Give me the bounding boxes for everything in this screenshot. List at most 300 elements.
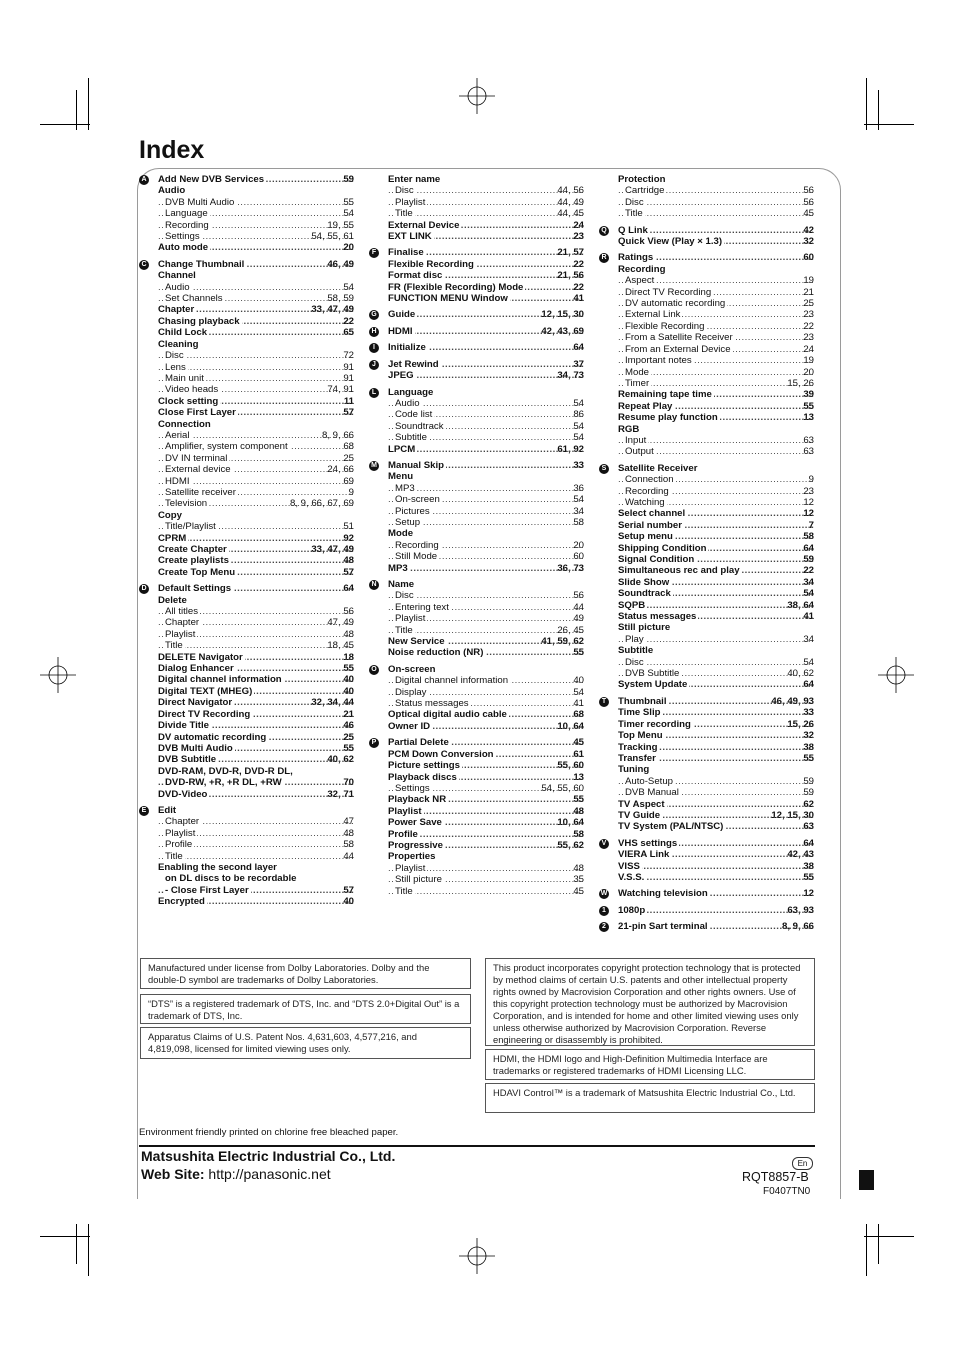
index-pages: 20 — [343, 242, 354, 254]
index-entry — [618, 543, 814, 554]
index-entry — [158, 384, 354, 395]
index-term: VHS settings — [618, 837, 678, 849]
index-entry — [388, 326, 584, 337]
index-term: Edit — [158, 804, 177, 816]
index-term: DV automatic recording — [158, 731, 267, 743]
index-entry — [618, 799, 814, 810]
index-column-2 — [371, 174, 584, 897]
index-pages: 35 — [573, 874, 584, 886]
index-entry — [158, 606, 354, 617]
index-entry — [618, 309, 814, 320]
index-entry — [388, 342, 584, 353]
index-entry — [388, 886, 584, 897]
index-pages: 22 — [343, 315, 354, 327]
index-section — [371, 737, 584, 897]
index-pages: 20 — [803, 366, 814, 378]
index-entry — [618, 332, 814, 343]
index-section — [600, 888, 814, 900]
index-entry — [618, 435, 814, 446]
index-pages: 57 — [343, 566, 354, 578]
index-term: Setup menu — [618, 531, 673, 543]
registration-mark-icon — [40, 657, 76, 693]
index-pages: 15, 26 — [787, 377, 814, 389]
index-pages: 48 — [343, 555, 354, 567]
index-entry — [618, 520, 814, 531]
index-term: Connection — [158, 418, 211, 430]
index-entry — [158, 754, 354, 765]
index-pages: 46, 49 — [327, 258, 354, 270]
index-entry — [388, 540, 584, 551]
index-pages: 25 — [343, 452, 354, 464]
index-term: Finalise — [388, 247, 424, 259]
index-entry — [158, 789, 354, 800]
index-pages: 68 — [343, 441, 354, 453]
index-term: PCM Down Conversion — [388, 748, 494, 760]
index-entry — [158, 316, 354, 327]
index-pages: 18, 45 — [327, 640, 354, 652]
index-pages: 32 — [803, 236, 814, 248]
index-section — [601, 462, 814, 691]
index-pages: 64 — [803, 542, 814, 554]
index-entry — [158, 805, 354, 816]
index-entry — [618, 252, 814, 263]
index-term: DV automatic recording — [625, 298, 726, 310]
index-pages: 55 — [803, 871, 814, 883]
index-entry — [158, 231, 354, 242]
section-letter-badge: O — [369, 665, 379, 675]
index-term: Guide — [388, 309, 416, 321]
index-entry — [618, 185, 814, 196]
section-letter-badge: G — [369, 310, 379, 320]
index-term: Playlist — [165, 628, 196, 640]
index-term: Disc — [625, 656, 644, 668]
index-pages: 92 — [343, 532, 354, 544]
index-term: On-screen — [388, 663, 436, 675]
index-term: Delete — [158, 594, 187, 606]
index-pages: 54, 55, 61 — [311, 231, 354, 243]
index-entry — [618, 679, 814, 690]
index-term: Enter name — [388, 174, 441, 185]
index-term: External Link — [625, 309, 681, 321]
index-term: Recording — [625, 485, 669, 497]
index-pages: 56 — [343, 606, 354, 618]
index-term: From a Satellite Receiver — [625, 332, 733, 344]
index-pages: 56 — [573, 590, 584, 602]
index-term: Signal Condition — [618, 554, 695, 565]
index-pages: 57 — [343, 884, 354, 896]
index-pages: 42, 43, 69 — [541, 325, 584, 337]
index-term: on DL discs to be recordable — [165, 873, 297, 885]
section-letter-badge: F — [369, 248, 379, 258]
index-term: Title — [165, 850, 183, 862]
index-entry — [158, 732, 354, 743]
index-entry — [618, 849, 814, 860]
section-letter-badge: C — [139, 260, 149, 270]
index-entry — [618, 497, 814, 508]
index-term: New Service — [388, 636, 445, 648]
index-section — [373, 342, 584, 354]
index-term: Playlist — [165, 827, 196, 839]
index-pages: 61, 92 — [557, 443, 584, 455]
index-entry — [388, 471, 584, 482]
section-letter-badge: 1 — [599, 906, 609, 916]
index-term: Transfer — [618, 752, 656, 764]
index-pages: 26, 45 — [557, 624, 584, 636]
index-pages: 42 — [803, 224, 814, 236]
index-entry — [388, 270, 584, 281]
index-term: Channel — [158, 270, 196, 282]
index-pages: 68 — [573, 709, 584, 721]
index-entry — [158, 441, 354, 452]
index-pages: 40 — [343, 685, 354, 697]
index-pages: 8, 9, 66 — [781, 921, 814, 933]
index-entry — [618, 921, 814, 932]
index-entry — [388, 259, 584, 270]
index-pages: 56 — [803, 185, 814, 197]
index-term: V.S.S. — [618, 871, 645, 883]
index-entry — [388, 208, 584, 219]
index-pages: 19 — [803, 355, 814, 367]
index-term: Recording — [395, 539, 439, 551]
index-entry — [388, 185, 584, 196]
index-pages: 62 — [803, 798, 814, 810]
index-pages: 33 — [573, 459, 584, 471]
index-pages: 34 — [573, 505, 584, 517]
index-term: Playback discs — [388, 771, 457, 783]
index-entry — [388, 675, 584, 686]
index-term: Cartridge — [625, 185, 665, 197]
section-letter-badge: M — [369, 461, 379, 471]
index-term: VISS — [618, 860, 640, 872]
page-title: Index — [139, 136, 205, 164]
index-pages: 44, 45 — [557, 208, 584, 220]
index-pages: 56 — [803, 196, 814, 208]
index-term: DVB Subtitle — [158, 754, 217, 766]
index-column-1 — [141, 174, 354, 908]
index-entry — [618, 424, 814, 435]
index-term: On-screen — [395, 494, 440, 506]
index-entry — [158, 259, 354, 270]
index-entry — [388, 664, 584, 675]
index-entry — [618, 905, 814, 916]
index-term: Clock setting — [158, 395, 219, 407]
index-entry — [618, 611, 814, 622]
section-letter-badge: 2 — [599, 922, 609, 932]
index-section — [602, 904, 814, 916]
index-entry — [158, 510, 354, 521]
index-term: DVB Manual — [625, 787, 679, 799]
index-entry — [618, 657, 814, 668]
index-term: Add New DVB Services — [158, 174, 265, 185]
index-term: Entering text — [395, 601, 449, 613]
index-column-3 — [600, 174, 814, 933]
index-term: Set Channels — [165, 293, 223, 305]
index-pages: 54 — [573, 420, 584, 432]
index-term: - Close First Layer — [165, 884, 249, 896]
index-term: Title — [395, 208, 413, 220]
index-pages: 44, 49 — [557, 196, 584, 208]
index-term: Create Chapter — [158, 544, 227, 555]
registration-mark-icon — [459, 1238, 495, 1274]
index-entry — [158, 663, 354, 674]
index-entry — [618, 707, 814, 718]
index-entry — [158, 208, 354, 219]
crop-mark — [88, 78, 89, 130]
index-entry — [388, 444, 584, 455]
section-letter-badge: S — [599, 464, 609, 474]
section-letter-badge: A — [139, 175, 149, 185]
index-term: Soundtrack — [618, 588, 671, 600]
index-term: From an External Device — [625, 343, 731, 355]
index-term: Slide Show — [618, 576, 670, 588]
index-pages: 19 — [803, 275, 814, 287]
index-entry — [158, 220, 354, 231]
index-entry — [388, 432, 584, 443]
index-entry — [618, 888, 814, 899]
index-term: Thumbnail — [618, 695, 667, 707]
index-pages: 33 — [803, 707, 814, 719]
index-term: Remaining tape time — [618, 389, 712, 401]
index-entry — [158, 242, 354, 253]
index-term: Disc — [625, 196, 644, 208]
index-entry — [388, 293, 584, 304]
index-entry — [388, 309, 584, 320]
index-term: Status messages — [618, 611, 697, 623]
index-pages: 38, 64 — [787, 599, 814, 611]
index-term: Tracking — [618, 741, 658, 753]
index-term: SQPB — [618, 599, 646, 611]
index-term: Menu — [388, 471, 414, 483]
index-term: Important notes — [625, 355, 692, 367]
website-url[interactable]: http://panasonic.net — [208, 1166, 331, 1182]
index-pages: 46, 49, 93 — [771, 695, 814, 707]
index-entry — [388, 772, 584, 783]
index-entry — [618, 401, 814, 412]
section-letter-badge: T — [599, 697, 609, 707]
index-entry — [388, 282, 584, 293]
index-pages: 47, 49 — [327, 617, 354, 629]
index-pages: 54 — [803, 588, 814, 600]
index-pages: 55 — [343, 663, 354, 675]
index-pages: 86 — [573, 409, 584, 421]
index-entry — [618, 264, 814, 275]
index-entry — [618, 776, 814, 787]
index-term: Audio — [395, 397, 420, 409]
print-code: F0407TN0 — [763, 1186, 811, 1197]
index-section — [141, 583, 354, 800]
index-term: Shipping Condition — [618, 542, 707, 554]
index-term: DVB Multi Audio — [158, 742, 233, 754]
index-pages: 12 — [803, 496, 814, 508]
index-pages: 18 — [343, 651, 354, 663]
index-entry — [388, 863, 584, 874]
index-pages: 58 — [803, 531, 814, 543]
index-entry — [388, 421, 584, 432]
index-term: Noise reduction (NR) — [388, 647, 484, 659]
index-pages: 21, 56 — [557, 270, 584, 282]
index-pages: 57 — [343, 407, 354, 419]
notice-dts: “DTS” is a registered trademark of DTS, Inc. and “DTS 2.0+Digital Out” is a trademark of DTS, Inc. — [140, 994, 471, 1024]
index-term: Playback NR — [388, 794, 447, 806]
index-term: Status messages — [395, 698, 469, 710]
crop-mark — [866, 1224, 867, 1276]
index-pages: 64 — [343, 583, 354, 595]
index-term: TV Aspect — [618, 798, 665, 810]
index-entry — [158, 362, 354, 373]
index-pages: 13 — [803, 412, 814, 424]
index-term: System Update — [618, 679, 688, 691]
index-term: Play — [625, 633, 644, 645]
page-tab-marker — [859, 1170, 874, 1190]
index-term: Digital TEXT (MHEG) — [158, 685, 253, 697]
index-term: 21-pin Sart terminal — [618, 921, 708, 933]
index-entry — [388, 602, 584, 613]
index-entry — [618, 531, 814, 542]
index-term: HDMI — [165, 475, 190, 487]
index-term: Digital channel information — [158, 674, 282, 686]
index-pages: 48 — [343, 827, 354, 839]
index-term: Title — [625, 208, 643, 220]
index-pages: 54 — [573, 432, 584, 444]
index-entry — [388, 709, 584, 720]
index-term: Television — [165, 498, 208, 510]
index-entry — [158, 533, 354, 544]
section-letter-badge: I — [369, 343, 379, 353]
index-pages: 63 — [803, 821, 814, 833]
notice-hdavi: HDAVI Control™ is a trademark of Matsushita Electric Industrial Co., Ltd. — [485, 1083, 815, 1113]
index-term: Output — [625, 446, 654, 458]
index-section — [371, 325, 584, 337]
index-section — [371, 459, 584, 574]
index-entry — [388, 551, 584, 562]
index-pages: 41 — [803, 611, 814, 623]
index-entry — [388, 409, 584, 420]
index-term: Still picture — [618, 622, 671, 634]
section-letter-badge: L — [369, 388, 379, 398]
index-pages: 34 — [803, 633, 814, 645]
index-pages: 15, 26 — [787, 718, 814, 730]
index-entry — [618, 861, 814, 872]
index-entry — [618, 696, 814, 707]
index-section — [371, 386, 584, 455]
index-term: CPRM — [158, 532, 187, 544]
index-pages: 64 — [573, 342, 584, 354]
index-pages: 55 — [573, 647, 584, 659]
index-term: MP3 — [388, 562, 408, 574]
crop-mark — [878, 90, 879, 130]
index-entry — [618, 344, 814, 355]
index-pages: 72 — [343, 350, 354, 362]
index-term: Simultaneous rec and play — [618, 565, 740, 577]
index-entry — [618, 764, 814, 775]
index-pages: 58, 59 — [327, 293, 354, 305]
index-entry — [158, 185, 354, 196]
index-pages: 74, 91 — [327, 384, 354, 396]
index-pages: 24 — [803, 343, 814, 355]
index-entry — [158, 339, 354, 350]
index-term: Audio — [165, 281, 190, 293]
index-entry — [158, 686, 354, 697]
index-pages: 41 — [573, 293, 584, 305]
index-entry — [158, 766, 354, 777]
website — [141, 1166, 331, 1182]
index-entry — [388, 220, 584, 231]
index-entry — [618, 463, 814, 474]
notice-macrovision: This product incorporates copyright protection technology that is protected by method claims of certain U.S. patents and other intellectual property rights owned by Macrovision Corporation and other rights owners. Use of this copyright protection technology must be authorized by Macrovision Corporation, and is intended for home and other limited viewing uses only unless otherwise authorized by Macrovision Corporation. Reverse engineering or disassembly is prohibited. — [485, 958, 815, 1046]
index-term: Resume play function — [618, 412, 718, 424]
index-term: Playlist — [388, 805, 422, 817]
index-entry — [158, 595, 354, 606]
index-pages: 9 — [348, 486, 354, 498]
index-term: Still Mode — [395, 551, 438, 563]
index-entry — [158, 197, 354, 208]
index-entry — [388, 721, 584, 732]
index-term: Title — [395, 885, 413, 897]
index-term: Time Slip — [618, 707, 661, 719]
index-term: Subtitle — [618, 645, 654, 657]
index-entry — [158, 555, 354, 566]
index-pages: 40, 62 — [327, 754, 354, 766]
index-entry — [158, 476, 354, 487]
section-letter-badge: V — [599, 839, 609, 849]
index-term: Mode — [625, 366, 649, 378]
index-term: DV IN terminal — [165, 452, 228, 464]
crop-mark — [866, 78, 867, 130]
index-entry — [158, 270, 354, 281]
index-pages: 59 — [803, 787, 814, 799]
index-term: Video heads — [165, 384, 219, 396]
index-pages: 48 — [343, 628, 354, 640]
index-term: FR (Flexible Recording) Mode — [388, 281, 524, 293]
index-pages: 55 — [343, 742, 354, 754]
index-entry — [158, 293, 354, 304]
index-entry — [388, 698, 584, 709]
index-entry — [618, 446, 814, 457]
index-entry — [388, 840, 584, 851]
index-pages: 65 — [343, 327, 354, 339]
index-entry — [618, 872, 814, 883]
index-entry — [158, 373, 354, 384]
index-pages: 34, 73 — [557, 370, 584, 382]
index-term: Partial Delete — [388, 737, 449, 749]
index-term: Auto mode — [158, 242, 209, 254]
index-section — [141, 804, 354, 908]
index-term: Disc — [165, 350, 184, 362]
index-term: Amplifier, system component — [165, 441, 288, 453]
index-section — [371, 663, 584, 732]
index-entry — [158, 498, 354, 509]
index-entry — [158, 816, 354, 827]
index-entry — [158, 885, 354, 896]
index-entry — [388, 783, 584, 794]
index-entry — [158, 464, 354, 475]
index-entry — [618, 378, 814, 389]
index-section — [371, 579, 584, 659]
index-pages: 39 — [803, 389, 814, 401]
index-section — [388, 174, 584, 242]
index-entry — [388, 851, 584, 862]
index-section — [601, 224, 814, 248]
index-entry — [388, 387, 584, 398]
index-entry — [388, 528, 584, 539]
index-pages: 58 — [343, 839, 354, 851]
index-entry — [388, 231, 584, 242]
index-entry — [158, 544, 354, 555]
language-badge: En — [792, 1157, 813, 1170]
section-letter-badge: J — [369, 360, 379, 370]
index-term: Direct TV Recording — [625, 286, 712, 298]
index-pages: 22 — [573, 258, 584, 270]
